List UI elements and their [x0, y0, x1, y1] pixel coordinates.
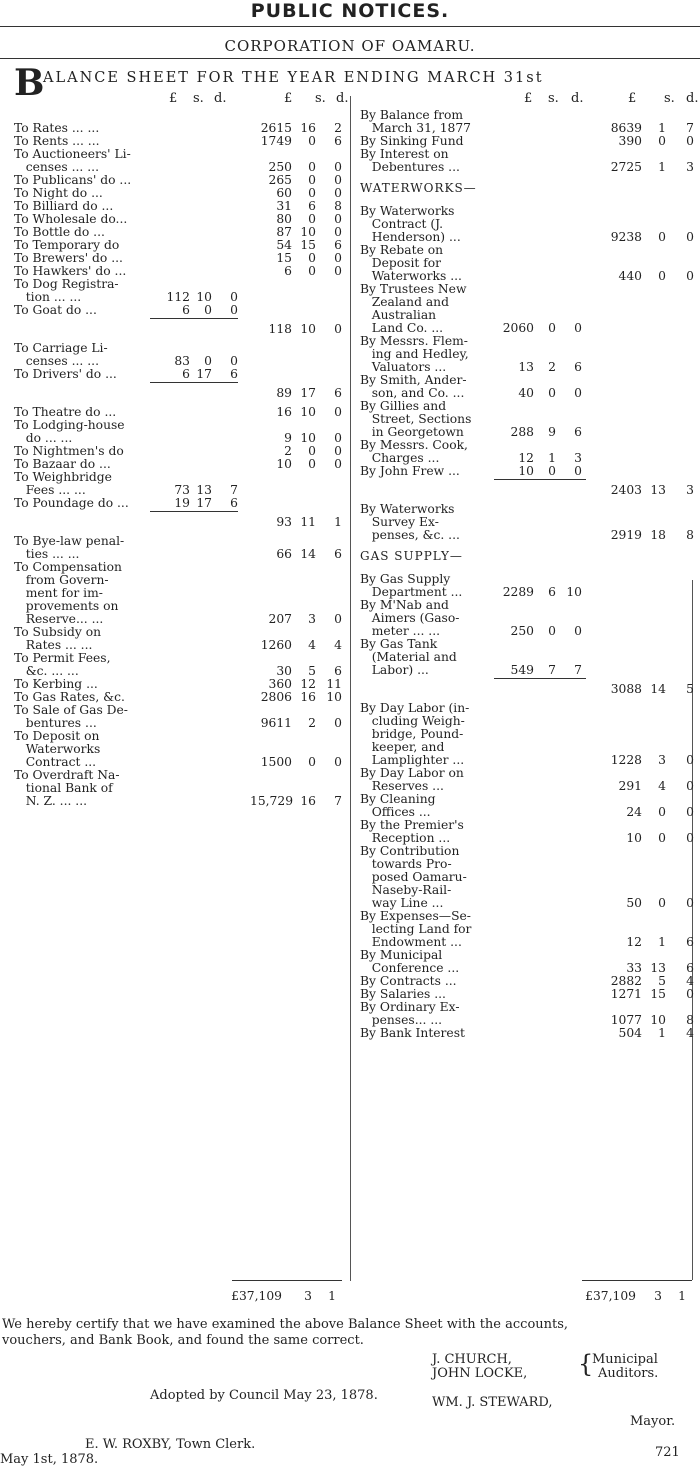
- sub-amount-shillings: 0: [548, 464, 556, 478]
- amount-pence: 4: [686, 974, 694, 988]
- ledger-label: To Dog Registra- tion ... ...: [14, 277, 119, 304]
- amount-pounds: 60: [276, 186, 292, 200]
- amount-shillings: 14: [650, 682, 666, 696]
- sub-amount-pounds: 83: [174, 354, 190, 368]
- amount-pounds: 50: [626, 896, 642, 910]
- amount-pounds: 2919: [610, 528, 642, 542]
- sub-amount-pence: 6: [574, 425, 582, 439]
- title-initial: B: [14, 62, 45, 104]
- ledger-label: By Day Labor on Reserves ...: [360, 766, 464, 793]
- sub-amount-pence: 0: [574, 464, 582, 478]
- adopted-note: Adopted by Council May 23, 1878.: [150, 1388, 378, 1403]
- ledger-label: By Ordinary Ex- penses... ...: [360, 1000, 460, 1027]
- ledger-label: To Wholesale do...: [14, 212, 128, 226]
- amount-pence: 3: [686, 160, 694, 174]
- sub-amount-shillings: 2: [548, 360, 556, 374]
- amount-pounds: 2403: [610, 483, 642, 497]
- ledger-label: By Messrs. Flem- ing and Hedley, Valuators ...: [360, 334, 469, 374]
- amount-pence: 0: [686, 134, 694, 148]
- receipts-total-rule: [232, 1280, 342, 1281]
- amount-pence: 8: [686, 1013, 694, 1027]
- amount-pence: 6: [334, 134, 342, 148]
- currency-header-pence: d.: [214, 91, 227, 106]
- sub-amount-pence: 0: [574, 386, 582, 400]
- ledger-label: To Nightmen's do: [14, 444, 124, 458]
- amount-shillings: 0: [658, 134, 666, 148]
- amount-shillings: 0: [308, 212, 316, 226]
- amount-shillings: 0: [308, 251, 316, 265]
- sub-amount-pence: 0: [230, 290, 238, 304]
- ledger-label: By Gas Supply Department ...: [360, 572, 463, 599]
- subtotal-rule: [150, 382, 238, 383]
- notice-number: 721: [655, 1445, 680, 1460]
- sub-amount-shillings: 1: [548, 451, 556, 465]
- amount-pence: 0: [334, 431, 342, 445]
- amount-pence: 0: [686, 831, 694, 845]
- sub-amount-pence: 7: [574, 663, 582, 677]
- corporation-rule: [0, 58, 700, 59]
- amount-pounds: 80: [276, 212, 292, 226]
- ledger-label: By M'Nab and Aimers (Gaso- meter ... ...: [360, 598, 460, 638]
- ledger-label: To Sale of Gas De- bentures ...: [14, 703, 128, 730]
- sub-amount-pounds: 73: [174, 483, 190, 497]
- ledger-label: To Permit Fees, &c. ... ...: [14, 651, 111, 678]
- amount-pounds: 89: [276, 386, 292, 400]
- auditors-brace: {: [578, 1350, 594, 1378]
- amount-shillings: 1: [658, 121, 666, 135]
- amount-shillings: 0: [658, 230, 666, 244]
- sub-amount-shillings: 7: [548, 663, 556, 677]
- sheet-title: ALANCE SHEET FOR THE YEAR ENDING MARCH 31st: [43, 70, 544, 86]
- amount-pounds: 360: [268, 677, 292, 691]
- amount-pounds: 54: [276, 238, 292, 252]
- amount-pence: 0: [334, 457, 342, 471]
- amount-pounds: 250: [268, 160, 292, 174]
- sub-amount-pounds: 2289: [502, 585, 534, 599]
- amount-pence: 0: [334, 264, 342, 278]
- amount-shillings: 4: [308, 638, 316, 652]
- amount-pence: 7: [686, 121, 694, 135]
- amount-pounds: 1500: [260, 755, 292, 769]
- amount-shillings: 0: [308, 134, 316, 148]
- amount-pounds: 33: [626, 961, 642, 975]
- ledger-label: To Kerbing ...: [14, 677, 98, 691]
- amount-pounds: 2725: [610, 160, 642, 174]
- ledger-label: To Bazaar do ...: [14, 457, 111, 471]
- amount-shillings: 0: [308, 173, 316, 187]
- amount-pounds: 1077: [610, 1013, 642, 1027]
- amount-shillings: 18: [650, 528, 666, 542]
- sub-amount-pounds: 40: [518, 386, 534, 400]
- ledger-label: To Temporary do: [14, 238, 120, 252]
- amount-pounds: 87: [276, 225, 292, 239]
- amount-pence: 0: [334, 173, 342, 187]
- ledger-label: To Brewers' do ...: [14, 251, 123, 265]
- ledger-label: By John Frew ...: [360, 464, 460, 478]
- sub-amount-pounds: 112: [166, 290, 190, 304]
- currency-header-shilling: s.: [315, 91, 326, 106]
- amount-shillings: 10: [300, 405, 316, 419]
- ledger-label: To Carriage Li- censes ... ...: [14, 341, 108, 368]
- sub-amount-pence: 6: [230, 367, 238, 381]
- ledger-label: By Salaries ...: [360, 987, 446, 1001]
- sub-amount-shillings: 0: [204, 303, 212, 317]
- ledger-label: To Billiard do ...: [14, 199, 114, 213]
- sub-amount-pence: 0: [574, 624, 582, 638]
- sub-amount-shillings: 17: [196, 367, 212, 381]
- amount-pence: 0: [686, 230, 694, 244]
- receipts-total-shillings: 3: [304, 1289, 312, 1303]
- amount-pence: 0: [686, 896, 694, 910]
- amount-shillings: 10: [300, 225, 316, 239]
- amount-shillings: 13: [650, 483, 666, 497]
- currency-header-shilling: s.: [664, 91, 675, 106]
- sub-amount-shillings: 0: [548, 624, 556, 638]
- amount-pounds: 207: [268, 612, 292, 626]
- amount-shillings: 16: [300, 794, 316, 808]
- amount-pounds: 9238: [610, 230, 642, 244]
- amount-pence: 8: [334, 199, 342, 213]
- amount-pounds: 390: [618, 134, 642, 148]
- amount-shillings: 17: [300, 386, 316, 400]
- amount-pounds: 8639: [610, 121, 642, 135]
- amount-shillings: 11: [300, 515, 316, 529]
- currency-header-pence: d.: [686, 91, 699, 106]
- payments-total-rule: [582, 1280, 692, 1281]
- ledger-label: By Rebate on Deposit for Waterworks ...: [360, 243, 462, 283]
- sub-amount-pounds: 288: [510, 425, 534, 439]
- amount-pounds: 10: [626, 831, 642, 845]
- amount-pence: 0: [334, 716, 342, 730]
- currency-header-pence: d.: [571, 91, 584, 106]
- amount-pounds: 30: [276, 664, 292, 678]
- ledger-label: To Hawkers' do ...: [14, 264, 127, 278]
- amount-shillings: 0: [658, 805, 666, 819]
- ledger-label: By Gas Tank (Material and Labor) ...: [360, 637, 457, 677]
- ledger-label: By Waterworks Contract (J. Henderson) ...: [360, 204, 461, 244]
- amount-pounds: 2615: [260, 121, 292, 135]
- ledger-label: To Publicans' do ...: [14, 173, 132, 187]
- ledger-label: By Trustees New Zealand and Australian Land Co. ...: [360, 282, 467, 335]
- ledger-label: By Gillies and Street, Sections in Georgetown: [360, 399, 472, 439]
- subtotal-rule: [494, 479, 586, 480]
- amount-pence: 1: [334, 515, 342, 529]
- sub-amount-pence: 6: [230, 496, 238, 510]
- ledger-label: To Lodging-house do ... ...: [14, 418, 125, 445]
- amount-shillings: 0: [308, 755, 316, 769]
- auditors-title-1: Municipal: [592, 1352, 658, 1367]
- ledger-label: By Interest on Debentures ...: [360, 147, 460, 174]
- amount-pence: 6: [334, 238, 342, 252]
- amount-pounds: 93: [276, 515, 292, 529]
- ledger-label: To Poundage do ...: [14, 496, 129, 510]
- amount-pounds: 2: [284, 444, 292, 458]
- amount-pounds: 15,729: [250, 794, 294, 808]
- sub-amount-shillings: 0: [204, 354, 212, 368]
- section-header: PUBLIC NOTICES.: [250, 0, 450, 22]
- amount-pounds: 1260: [260, 638, 292, 652]
- ledger-label: By Expenses—Se- lecting Land for Endowment ...: [360, 909, 472, 949]
- amount-shillings: 10: [650, 1013, 666, 1027]
- amount-pence: 0: [686, 987, 694, 1001]
- amount-pounds: 10: [276, 457, 292, 471]
- amount-pence: 0: [334, 212, 342, 226]
- currency-header-pound: £: [284, 91, 293, 106]
- ledger-label: To Subsidy on Rates ... ...: [14, 625, 102, 652]
- amount-shillings: 13: [650, 961, 666, 975]
- sub-amount-pence: 7: [230, 483, 238, 497]
- ledger-label: To Drivers' do ...: [14, 367, 117, 381]
- ledger-label: To Gas Rates, &c.: [14, 690, 125, 704]
- currency-header-pound: £: [524, 91, 533, 106]
- currency-header-shilling: s.: [193, 91, 204, 106]
- sub-amount-shillings: 17: [196, 496, 212, 510]
- amount-shillings: 5: [658, 974, 666, 988]
- amount-pence: 11: [326, 677, 342, 691]
- amount-shillings: 0: [658, 831, 666, 845]
- amount-shillings: 15: [300, 238, 316, 252]
- amount-pence: 0: [686, 779, 694, 793]
- amount-pence: 0: [334, 160, 342, 174]
- payments-total-pence: 1: [678, 1289, 686, 1303]
- ledger-label: To Rents ... ...: [14, 134, 100, 148]
- sub-amount-pounds: 19: [174, 496, 190, 510]
- certification-text: We hereby certify that we have examined the above Balance Sheet with the accounts, vouchers, and Bank Book, and found the same correct.: [2, 1317, 569, 1348]
- amount-pence: 3: [686, 483, 694, 497]
- amount-pence: 0: [334, 405, 342, 419]
- sub-amount-shillings: 10: [196, 290, 212, 304]
- amount-shillings: 0: [308, 264, 316, 278]
- sub-amount-shillings: 9: [548, 425, 556, 439]
- amount-pence: 0: [334, 612, 342, 626]
- amount-shillings: 3: [658, 753, 666, 767]
- amount-pence: 5: [686, 682, 694, 696]
- sub-amount-pounds: 12: [518, 451, 534, 465]
- sub-amount-shillings: 0: [548, 386, 556, 400]
- header-rule: [0, 26, 700, 27]
- ledger-label: To Rates ... ...: [14, 121, 100, 135]
- amount-pounds: 16: [276, 405, 292, 419]
- amount-shillings: 2: [308, 716, 316, 730]
- ledger-label: To Night do ...: [14, 186, 103, 200]
- amount-pence: 6: [334, 386, 342, 400]
- column-divider-left: [350, 96, 351, 1281]
- payments-total-pounds: £37,109: [585, 1289, 636, 1303]
- amount-shillings: 1: [658, 1026, 666, 1040]
- sub-amount-pounds: 13: [518, 360, 534, 374]
- amount-shillings: 4: [658, 779, 666, 793]
- amount-pence: 8: [686, 528, 694, 542]
- ledger-label: By Bank Interest: [360, 1026, 465, 1040]
- amount-shillings: 0: [308, 444, 316, 458]
- mayor-title: Mayor.: [630, 1414, 676, 1429]
- amount-shillings: 3: [308, 612, 316, 626]
- amount-pounds: 6: [284, 264, 292, 278]
- amount-shillings: 10: [300, 322, 316, 336]
- amount-pounds: 1271: [610, 987, 642, 1001]
- sub-amount-shillings: 6: [548, 585, 556, 599]
- auditors-title-2: Auditors.: [598, 1366, 659, 1381]
- section-heading: WATERWORKS—: [360, 181, 477, 195]
- amount-shillings: 1: [658, 935, 666, 949]
- amount-shillings: 0: [658, 269, 666, 283]
- amount-shillings: 15: [650, 987, 666, 1001]
- subtotal-rule: [494, 678, 586, 679]
- auditor-church: J. CHURCH,: [432, 1352, 512, 1367]
- amount-pounds: 24: [626, 805, 642, 819]
- ledger-label: To Bye-law penal- ties ... ...: [14, 534, 125, 561]
- amount-pounds: 2882: [610, 974, 642, 988]
- amount-pence: 0: [334, 755, 342, 769]
- currency-header-shilling: s.: [548, 91, 559, 106]
- amount-pence: 6: [686, 961, 694, 975]
- sub-amount-pounds: 10: [518, 464, 534, 478]
- town-clerk: E. W. ROXBY, Town Clerk.: [85, 1437, 256, 1452]
- amount-shillings: 0: [308, 160, 316, 174]
- amount-pence: 0: [686, 269, 694, 283]
- amount-shillings: 6: [308, 199, 316, 213]
- amount-pence: 0: [334, 251, 342, 265]
- amount-pence: 0: [334, 322, 342, 336]
- ledger-label: To Goat do ...: [14, 303, 97, 317]
- corporation-title: CORPORATION OF OAMARU.: [224, 37, 476, 55]
- ledger-label: By Balance from March 31, 1877: [360, 108, 472, 135]
- currency-header-pound: £: [628, 91, 637, 106]
- ledger-label: To Theatre do ...: [14, 405, 117, 419]
- amount-pounds: 9611: [260, 716, 292, 730]
- amount-pounds: 265: [268, 173, 292, 187]
- receipts-total-pounds: £37,109: [231, 1289, 282, 1303]
- sub-amount-pence: 3: [574, 451, 582, 465]
- amount-pence: 6: [334, 547, 342, 561]
- amount-pounds: 3088: [610, 682, 642, 696]
- ledger-label: To Deposit on Waterworks Contract ...: [14, 729, 101, 769]
- subtotal-rule: [150, 511, 238, 512]
- amount-pence: 4: [334, 638, 342, 652]
- amount-pence: 6: [334, 664, 342, 678]
- amount-pence: 0: [334, 225, 342, 239]
- payments-total-shillings: 3: [654, 1289, 662, 1303]
- amount-pence: 0: [686, 753, 694, 767]
- sub-amount-pence: 10: [566, 585, 582, 599]
- amount-pounds: 1228: [610, 753, 642, 767]
- ledger-label: By Messrs. Cook, Charges ...: [360, 438, 468, 465]
- amount-pence: 2: [334, 121, 342, 135]
- ledger-label: By the Premier's Reception ...: [360, 818, 464, 845]
- ledger-label: By Day Labor (in- cluding Weigh- bridge, Pound- keeper, and Lamplighter ...: [360, 701, 470, 767]
- sub-amount-pounds: 549: [510, 663, 534, 677]
- auditor-locke: JOHN LOCKE,: [432, 1366, 528, 1381]
- sub-amount-pounds: 6: [182, 303, 190, 317]
- sub-amount-pence: 0: [230, 354, 238, 368]
- ledger-label: To Overdraft Na- tional Bank of N. Z. ... ...: [14, 768, 120, 808]
- ledger-label: To Compensation from Govern- ment for im- provements on Reserve... ...: [14, 560, 122, 626]
- amount-shillings: 0: [658, 896, 666, 910]
- amount-pounds: 118: [268, 322, 292, 336]
- amount-pounds: 66: [276, 547, 292, 561]
- ledger-label: By Contribution towards Pro- posed Oamaru- Naseby-Rail- way Line ...: [360, 844, 467, 910]
- sub-amount-pence: 0: [230, 303, 238, 317]
- sub-amount-shillings: 0: [548, 321, 556, 335]
- section-heading: GAS SUPPLY—: [360, 549, 463, 563]
- ledger-label: By Smith, Ander- son, and Co. ...: [360, 373, 467, 400]
- amount-shillings: 12: [300, 677, 316, 691]
- amount-shillings: 1: [658, 160, 666, 174]
- amount-pounds: 12: [626, 935, 642, 949]
- amount-pence: 7: [334, 794, 342, 808]
- amount-pounds: 1749: [260, 134, 292, 148]
- amount-pence: 10: [326, 690, 342, 704]
- receipts-total-pence: 1: [328, 1289, 336, 1303]
- amount-pounds: 291: [618, 779, 642, 793]
- ledger-label: By Municipal Conference ...: [360, 948, 460, 975]
- amount-shillings: 0: [308, 186, 316, 200]
- amount-shillings: 14: [300, 547, 316, 561]
- amount-pounds: 15: [276, 251, 292, 265]
- amount-pence: 0: [334, 186, 342, 200]
- amount-shillings: 10: [300, 431, 316, 445]
- sub-amount-pence: 0: [574, 321, 582, 335]
- ledger-label: To Auctioneers' Li- censes ... ...: [14, 147, 131, 174]
- amount-shillings: 16: [300, 121, 316, 135]
- sub-amount-pounds: 2060: [502, 321, 534, 335]
- mayor-name: WM. J. STEWARD,: [432, 1395, 553, 1410]
- amount-pence: 0: [334, 444, 342, 458]
- currency-header-pound: £: [169, 91, 178, 106]
- amount-pounds: 504: [618, 1026, 642, 1040]
- amount-shillings: 0: [308, 457, 316, 471]
- sub-amount-pounds: 6: [182, 367, 190, 381]
- ledger-label: By Cleaning Offices ...: [360, 792, 436, 819]
- sub-amount-shillings: 13: [196, 483, 212, 497]
- amount-pence: 6: [686, 935, 694, 949]
- sub-amount-pence: 6: [574, 360, 582, 374]
- amount-pence: 0: [686, 805, 694, 819]
- notice-date: May 1st, 1878.: [0, 1452, 99, 1467]
- amount-shillings: 16: [300, 690, 316, 704]
- amount-pence: 4: [686, 1026, 694, 1040]
- ledger-label: By Contracts ...: [360, 974, 457, 988]
- amount-pounds: 31: [276, 199, 292, 213]
- sub-amount-pounds: 250: [510, 624, 534, 638]
- ledger-label: To Bottle do ...: [14, 225, 105, 239]
- amount-pounds: 9: [284, 431, 292, 445]
- subtotal-rule: [150, 318, 238, 319]
- amount-shillings: 5: [308, 664, 316, 678]
- currency-header-pence: d.: [336, 91, 349, 106]
- amount-pounds: 440: [618, 269, 642, 283]
- amount-pounds: 2806: [260, 690, 292, 704]
- ledger-label: By Sinking Fund: [360, 134, 464, 148]
- ledger-label: To Weighbridge Fees ... ...: [14, 470, 112, 497]
- ledger-label: By Waterworks Survey Ex- penses, &c. ...: [360, 502, 460, 542]
